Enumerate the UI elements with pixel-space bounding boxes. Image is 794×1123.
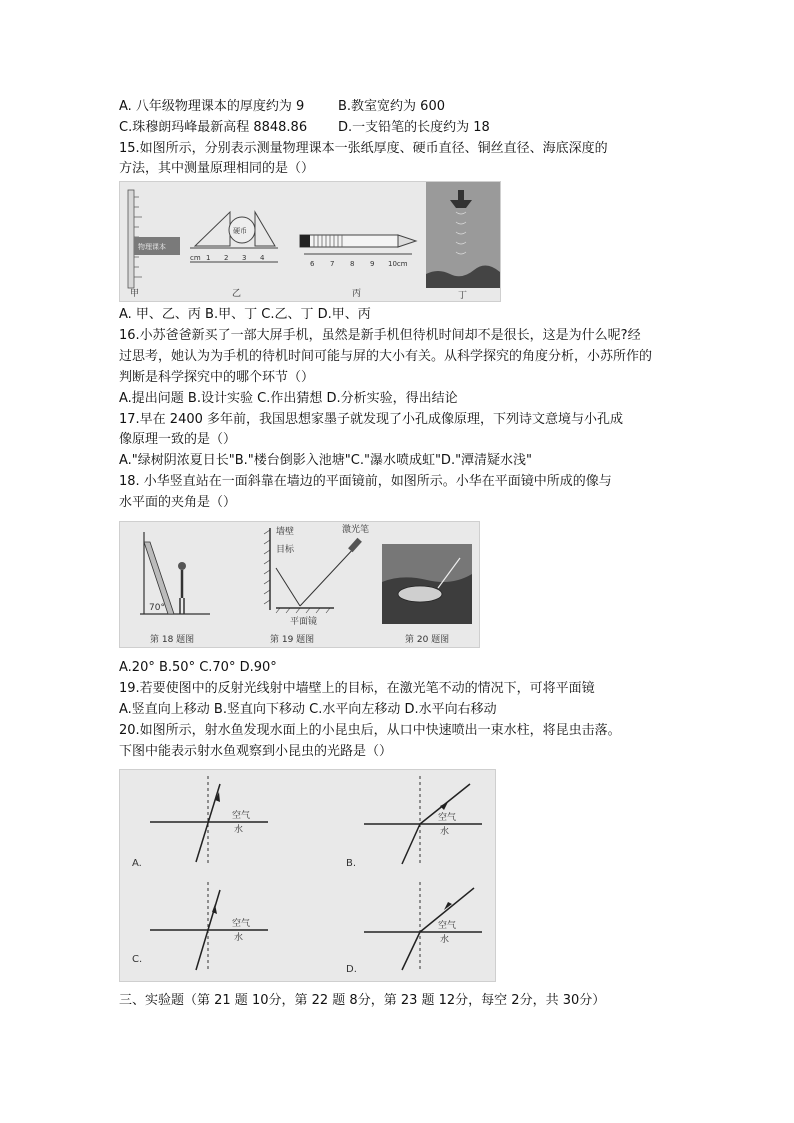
q19-options: A.竖直向上移动 B.竖直向下移动 C.水平向左移动 D.水平向右移动: [119, 702, 497, 717]
fig19-caption: 第 19 题图: [270, 635, 315, 645]
q18-stem-line1: 18. 小华竖直站在一面斜靠在墙边的平面镜前，如图所示。小华在平面镜中所成的像与: [119, 474, 612, 489]
q20-figure: [119, 769, 496, 982]
q14-option-a: A. 八年级物理课本的厚度约为 9: [119, 99, 305, 114]
fig20-option-d: D.: [346, 964, 357, 975]
q16-options: A.提出问题 B.设计实验 C.作出猜想 D.分析实验，得出结论: [119, 391, 458, 406]
fig18-angle-label: 70°: [149, 603, 165, 613]
q15-figure: [119, 181, 501, 302]
svg-text:9: 9: [370, 260, 375, 268]
svg-text:cm: cm: [190, 254, 201, 262]
svg-text:10cm: 10cm: [388, 260, 408, 268]
q19-stem: 19.若要使图中的反射光线射中墙壁上的目标，在激光笔不动的情况下，可将平面镜: [119, 681, 595, 696]
fig20b-air: 空气: [438, 813, 457, 823]
q20-stem-line2: 下图中能表示射水鱼观察到小昆虫的光路是（）: [119, 744, 393, 759]
q17-options: A."绿树阴浓夏日长"B."楼台倒影入池塘"C."瀑水喷成虹"D."潭清疑水浅": [119, 453, 533, 468]
svg-text:4: 4: [260, 254, 265, 262]
q17-stem-line1: 17.早在 2400 多年前，我国思想家墨子就发现了小孔成像原理，下列诗文意境与小孔成: [119, 412, 624, 427]
fig15-book-label: 物理课本: [138, 243, 166, 251]
fig20d-water: 水: [440, 935, 450, 945]
q16-stem-line1: 16.小苏爸爸新买了一部大屏手机，虽然是新手机但待机时间却不是很长，这是为什么呢?经: [119, 328, 641, 343]
svg-text:3: 3: [242, 254, 247, 262]
q15-stem-line1: 15.如图所示，分别表示测量物理课本一张纸厚度、硬币直径、铜丝直径、海底深度的: [119, 141, 608, 156]
fig19-wall-label: 墙壁: [276, 527, 295, 537]
q16-stem-line2: 过思考，她认为为手机的待机时间可能与屏的大小有关。从科学探究的角度分析，小苏所作的: [119, 349, 653, 364]
fig20a-air: 空气: [232, 811, 251, 821]
fig15-label-bing: 丙: [352, 289, 362, 299]
q17-stem-line2: 像原理一致的是（）: [119, 432, 237, 447]
fig20-option-c: C.: [132, 954, 143, 965]
fig20-option-b: B.: [346, 858, 357, 869]
fig20b-water: 水: [440, 827, 450, 837]
q18-stem-line2: 水平面的夹角是（）: [119, 495, 237, 510]
q20-stem-line1: 20.如图所示，射水鱼发现水面上的小昆虫后，从口中快速喷出一束水柱，将昆虫击落。: [119, 723, 621, 738]
fig19-laser-label: 激光笔: [342, 525, 370, 535]
fig15-label-yi: 乙: [232, 289, 242, 299]
fig20a-water: 水: [234, 825, 244, 835]
svg-text:1: 1: [206, 254, 211, 262]
q14-option-d: D.一支铅笔的长度约为 18: [338, 120, 490, 135]
fig15-coin-label: 硬币: [233, 227, 247, 235]
fig15-label-ding: 丁: [458, 291, 468, 301]
section-three-heading: 三、实验题（第 21 题 10分，第 22 题 8分，第 23 题 12分，每空 2分，共 30分）: [119, 993, 606, 1008]
fig20-option-a: A.: [132, 858, 142, 869]
svg-text:2: 2: [224, 254, 229, 262]
q18-20-figure: [119, 521, 480, 648]
q16-stem-line3: 判断是科学探究中的哪个环节（）: [119, 370, 315, 385]
svg-text:6: 6: [310, 260, 315, 268]
svg-text:8: 8: [350, 260, 355, 268]
q15-stem-line2: 方法，其中测量原理相同的是（）: [119, 161, 315, 176]
fig19-target-label: 目标: [276, 545, 295, 555]
q14-option-b: B.教室宽约为 600: [338, 99, 445, 114]
q15-options: A. 甲、乙、丙 B.甲、丁 C.乙、丁 D.甲、丙: [119, 307, 371, 322]
fig18-caption: 第 18 题图: [150, 635, 195, 645]
fig20c-water: 水: [234, 933, 244, 943]
q14-option-c: C.珠穆朗玛峰最新高程 8848.86: [119, 120, 308, 135]
q18-options: A.20° B.50° C.70° D.90°: [119, 660, 277, 675]
svg-text:7: 7: [330, 260, 335, 268]
fig19-mirror-label: 平面镜: [290, 617, 318, 627]
fig20c-air: 空气: [232, 919, 251, 929]
fig20-caption: 第 20 题图: [405, 635, 450, 645]
fig20d-air: 空气: [438, 921, 457, 931]
fig15-label-jia: 甲: [130, 289, 140, 299]
